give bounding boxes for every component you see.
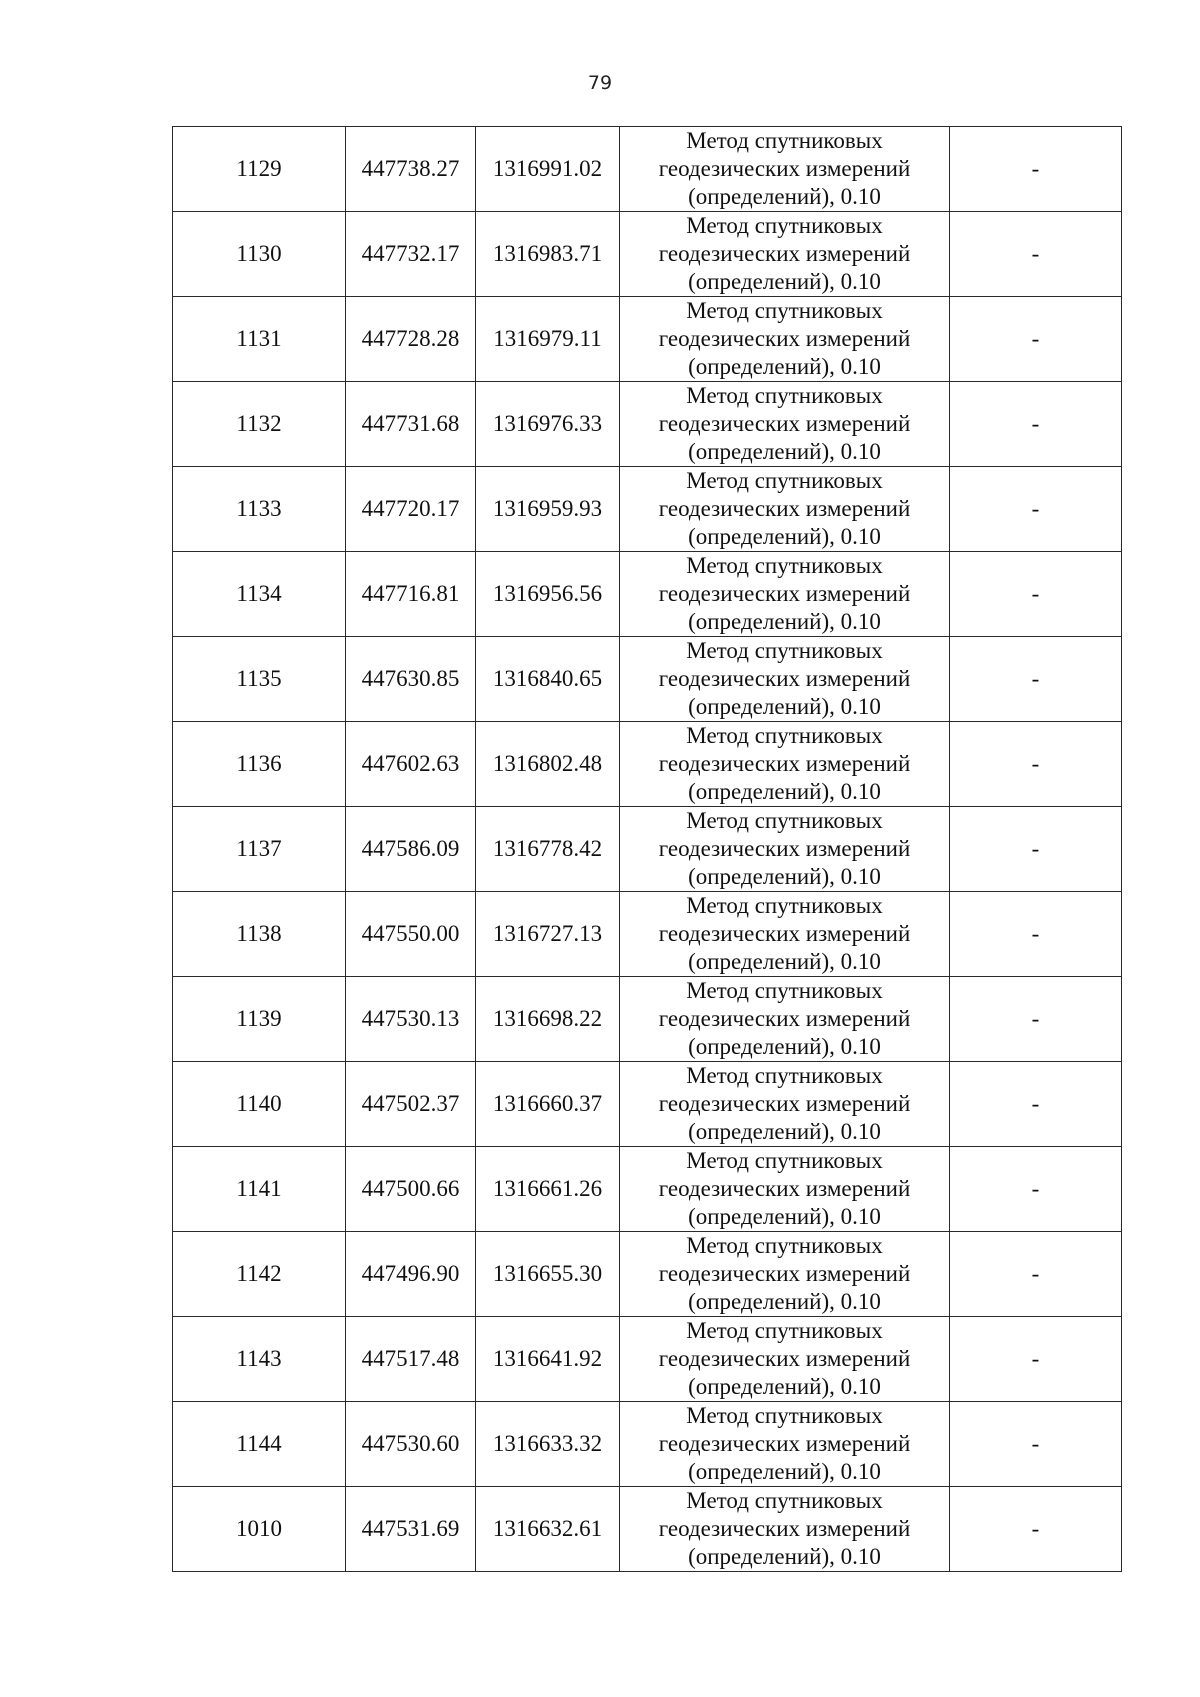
note-cell: - bbox=[950, 127, 1122, 212]
table-row bbox=[173, 552, 1122, 637]
method-text-line: геодезических измерений bbox=[658, 836, 911, 861]
method-text-line: (определений), 0.10 bbox=[688, 269, 881, 294]
x-coordinate-cell: 447496.90 bbox=[346, 1232, 476, 1317]
point-number-cell: 1132 bbox=[173, 382, 346, 467]
x-coordinate-cell: 447602.63 bbox=[346, 722, 476, 807]
method-text-line: (определений), 0.10 bbox=[688, 779, 881, 804]
y-coordinate-cell: 1316979.11 bbox=[476, 297, 620, 382]
method-accuracy-cell bbox=[620, 382, 950, 467]
method-text-line: Метод спутниковых bbox=[686, 1488, 883, 1513]
point-number-cell: 1138 bbox=[173, 892, 346, 977]
note-cell: - bbox=[950, 807, 1122, 892]
y-coordinate-cell: 1316633.32 bbox=[476, 1402, 620, 1487]
table-row bbox=[173, 637, 1122, 722]
y-coordinate-cell: 1316661.26 bbox=[476, 1147, 620, 1232]
table-row bbox=[173, 977, 1122, 1062]
method-text-line: Метод спутниковых bbox=[686, 1063, 883, 1088]
table-row bbox=[173, 1317, 1122, 1402]
method-accuracy-cell bbox=[620, 297, 950, 382]
point-number-cell: 1143 bbox=[173, 1317, 346, 1402]
table-row bbox=[173, 382, 1122, 467]
point-number-cell: 1136 bbox=[173, 722, 346, 807]
point-number-cell: 1129 bbox=[173, 127, 346, 212]
method-text-line: геодезических измерений bbox=[658, 1006, 911, 1031]
x-coordinate-cell: 447731.68 bbox=[346, 382, 476, 467]
table-row bbox=[173, 722, 1122, 807]
method-accuracy-cell bbox=[620, 722, 950, 807]
method-accuracy-cell bbox=[620, 127, 950, 212]
y-coordinate-cell: 1316632.61 bbox=[476, 1487, 620, 1572]
method-accuracy-cell bbox=[620, 1232, 950, 1317]
x-coordinate-cell: 447732.17 bbox=[346, 212, 476, 297]
coordinates-table bbox=[172, 126, 1122, 1572]
method-text-line: (определений), 0.10 bbox=[688, 1289, 881, 1314]
point-number-cell: 1134 bbox=[173, 552, 346, 637]
method-text-line: геодезических измерений bbox=[658, 666, 911, 691]
method-text-line: Метод спутниковых bbox=[686, 723, 883, 748]
method-text-line: Метод спутниковых bbox=[686, 553, 883, 578]
method-text-line: геодезических измерений bbox=[658, 1431, 911, 1456]
table-row bbox=[173, 127, 1122, 212]
point-number-cell: 1140 bbox=[173, 1062, 346, 1147]
method-text-line: геодезических измерений bbox=[658, 1346, 911, 1371]
method-text-line: геодезических измерений bbox=[658, 326, 911, 351]
y-coordinate-cell: 1316660.37 bbox=[476, 1062, 620, 1147]
method-text-line: (определений), 0.10 bbox=[688, 609, 881, 634]
note-cell: - bbox=[950, 1147, 1122, 1232]
method-text-line: Метод спутниковых bbox=[686, 638, 883, 663]
note-cell: - bbox=[950, 637, 1122, 722]
coordinates-table-body bbox=[173, 127, 1122, 1572]
note-cell: - bbox=[950, 382, 1122, 467]
table-row bbox=[173, 1062, 1122, 1147]
method-text-line: (определений), 0.10 bbox=[688, 1119, 881, 1144]
method-text-line: геодезических измерений bbox=[658, 1091, 911, 1116]
y-coordinate-cell: 1316802.48 bbox=[476, 722, 620, 807]
note-cell: - bbox=[950, 1317, 1122, 1402]
method-accuracy-cell bbox=[620, 892, 950, 977]
y-coordinate-cell: 1316983.71 bbox=[476, 212, 620, 297]
method-accuracy-cell bbox=[620, 552, 950, 637]
method-text-line: Метод спутниковых bbox=[686, 468, 883, 493]
note-cell: - bbox=[950, 892, 1122, 977]
method-text-line: (определений), 0.10 bbox=[688, 1374, 881, 1399]
method-text-line: (определений), 0.10 bbox=[688, 1544, 881, 1569]
method-text-line: Метод спутниковых bbox=[686, 383, 883, 408]
note-cell: - bbox=[950, 297, 1122, 382]
table-row bbox=[173, 1232, 1122, 1317]
method-text-line: Метод спутниковых bbox=[686, 1403, 883, 1428]
note-cell: - bbox=[950, 1487, 1122, 1572]
y-coordinate-cell: 1316956.56 bbox=[476, 552, 620, 637]
method-text-line: (определений), 0.10 bbox=[688, 864, 881, 889]
method-text-line: (определений), 0.10 bbox=[688, 949, 881, 974]
table-row bbox=[173, 467, 1122, 552]
method-accuracy-cell bbox=[620, 1147, 950, 1232]
method-text-line: геодезических измерений bbox=[658, 411, 911, 436]
method-accuracy-cell bbox=[620, 807, 950, 892]
table-row bbox=[173, 1147, 1122, 1232]
method-accuracy-cell bbox=[620, 1062, 950, 1147]
x-coordinate-cell: 447530.60 bbox=[346, 1402, 476, 1487]
note-cell: - bbox=[950, 552, 1122, 637]
method-text-line: (определений), 0.10 bbox=[688, 184, 881, 209]
method-text-line: Метод спутниковых bbox=[686, 893, 883, 918]
x-coordinate-cell: 447720.17 bbox=[346, 467, 476, 552]
point-number-cell: 1139 bbox=[173, 977, 346, 1062]
point-number-cell: 1135 bbox=[173, 637, 346, 722]
method-accuracy-cell bbox=[620, 467, 950, 552]
method-text-line: Метод спутниковых bbox=[686, 978, 883, 1003]
x-coordinate-cell: 447738.27 bbox=[346, 127, 476, 212]
method-text-line: Метод спутниковых bbox=[686, 1148, 883, 1173]
x-coordinate-cell: 447728.28 bbox=[346, 297, 476, 382]
x-coordinate-cell: 447500.66 bbox=[346, 1147, 476, 1232]
method-text-line: Метод спутниковых bbox=[686, 1318, 883, 1343]
method-text-line: геодезических измерений bbox=[658, 496, 911, 521]
x-coordinate-cell: 447530.13 bbox=[346, 977, 476, 1062]
note-cell: - bbox=[950, 1402, 1122, 1487]
method-accuracy-cell bbox=[620, 1487, 950, 1572]
method-text-line: (определений), 0.10 bbox=[688, 439, 881, 464]
method-text-line: Метод спутниковых bbox=[686, 298, 883, 323]
method-text-line: геодезических измерений bbox=[658, 581, 911, 606]
table-row bbox=[173, 212, 1122, 297]
method-text-line: Метод спутниковых bbox=[686, 1233, 883, 1258]
method-accuracy-cell bbox=[620, 212, 950, 297]
method-text-line: (определений), 0.10 bbox=[688, 524, 881, 549]
table-row bbox=[173, 807, 1122, 892]
y-coordinate-cell: 1316976.33 bbox=[476, 382, 620, 467]
y-coordinate-cell: 1316641.92 bbox=[476, 1317, 620, 1402]
note-cell: - bbox=[950, 977, 1122, 1062]
method-text-line: (определений), 0.10 bbox=[688, 354, 881, 379]
method-text-line: геодезических измерений bbox=[658, 241, 911, 266]
method-accuracy-cell bbox=[620, 637, 950, 722]
method-accuracy-cell bbox=[620, 1402, 950, 1487]
point-number-cell: 1130 bbox=[173, 212, 346, 297]
point-number-cell: 1010 bbox=[173, 1487, 346, 1572]
y-coordinate-cell: 1316840.65 bbox=[476, 637, 620, 722]
point-number-cell: 1137 bbox=[173, 807, 346, 892]
table-row bbox=[173, 297, 1122, 382]
table-row bbox=[173, 892, 1122, 977]
method-text-line: геодезических измерений bbox=[658, 1261, 911, 1286]
x-coordinate-cell: 447531.69 bbox=[346, 1487, 476, 1572]
y-coordinate-cell: 1316778.42 bbox=[476, 807, 620, 892]
y-coordinate-cell: 1316959.93 bbox=[476, 467, 620, 552]
y-coordinate-cell: 1316727.13 bbox=[476, 892, 620, 977]
method-text-line: (определений), 0.10 bbox=[688, 1034, 881, 1059]
page-number: 79 bbox=[587, 72, 613, 94]
method-text-line: геодезических измерений bbox=[658, 156, 911, 181]
note-cell: - bbox=[950, 212, 1122, 297]
method-text-line: Метод спутниковых bbox=[686, 808, 883, 833]
table-row bbox=[173, 1487, 1122, 1572]
point-number-cell: 1144 bbox=[173, 1402, 346, 1487]
table-row bbox=[173, 1402, 1122, 1487]
method-text-line: геодезических измерений bbox=[658, 921, 911, 946]
y-coordinate-cell: 1316655.30 bbox=[476, 1232, 620, 1317]
method-accuracy-cell bbox=[620, 1317, 950, 1402]
x-coordinate-cell: 447630.85 bbox=[346, 637, 476, 722]
point-number-cell: 1133 bbox=[173, 467, 346, 552]
note-cell: - bbox=[950, 1232, 1122, 1317]
y-coordinate-cell: 1316991.02 bbox=[476, 127, 620, 212]
x-coordinate-cell: 447550.00 bbox=[346, 892, 476, 977]
x-coordinate-cell: 447517.48 bbox=[346, 1317, 476, 1402]
note-cell: - bbox=[950, 722, 1122, 807]
method-text-line: геодезических измерений bbox=[658, 1176, 911, 1201]
y-coordinate-cell: 1316698.22 bbox=[476, 977, 620, 1062]
method-text-line: Метод спутниковых bbox=[686, 213, 883, 238]
method-text-line: Метод спутниковых bbox=[686, 128, 883, 153]
x-coordinate-cell: 447502.37 bbox=[346, 1062, 476, 1147]
method-accuracy-cell bbox=[620, 977, 950, 1062]
point-number-cell: 1142 bbox=[173, 1232, 346, 1317]
x-coordinate-cell: 447716.81 bbox=[346, 552, 476, 637]
method-text-line: геодезических измерений bbox=[658, 1516, 911, 1541]
method-text-line: (определений), 0.10 bbox=[688, 1459, 881, 1484]
x-coordinate-cell: 447586.09 bbox=[346, 807, 476, 892]
note-cell: - bbox=[950, 467, 1122, 552]
point-number-cell: 1141 bbox=[173, 1147, 346, 1232]
method-text-line: (определений), 0.10 bbox=[688, 1204, 881, 1229]
method-text-line: геодезических измерений bbox=[658, 751, 911, 776]
method-text-line: (определений), 0.10 bbox=[688, 694, 881, 719]
note-cell: - bbox=[950, 1062, 1122, 1147]
point-number-cell: 1131 bbox=[173, 297, 346, 382]
